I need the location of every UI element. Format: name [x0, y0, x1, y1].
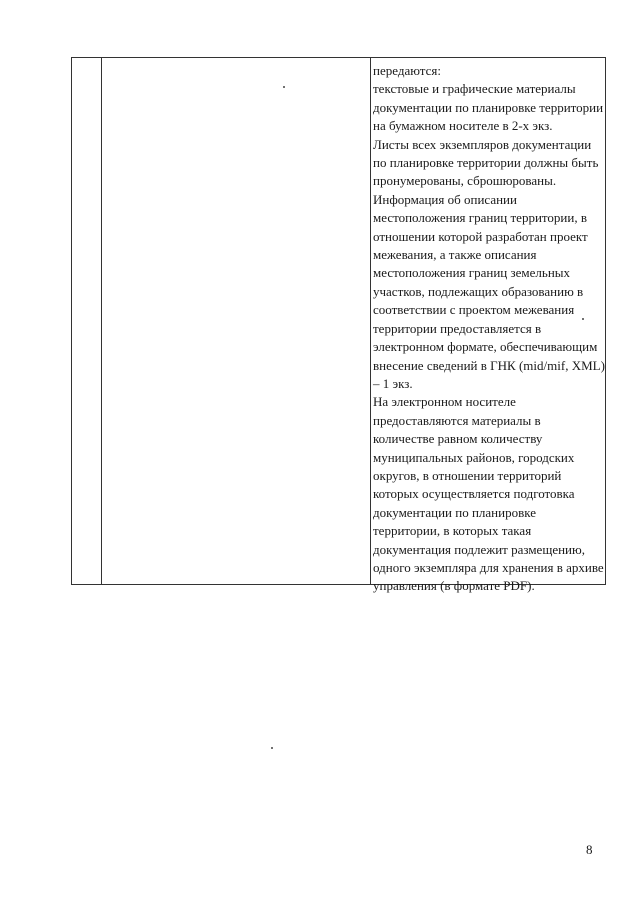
cell-text-line: – 1 экз.	[373, 375, 413, 391]
cell-text-line: территории, в которых такая	[373, 523, 532, 539]
cell-text-line: Информация об описании	[373, 191, 517, 207]
table-column-requirements	[370, 58, 605, 594]
table-column-description	[101, 58, 371, 584]
cell-text-line: документация подлежит размещению,	[373, 541, 585, 557]
cell-text-line: местоположения границ территории, в	[373, 210, 587, 226]
cell-text-line: документации по планировке	[373, 504, 536, 520]
cell-text-line: внесение сведений в ГНК (mid/mif, XML)	[373, 357, 605, 373]
cell-text-line: одного экземпляра для хранения в архиве	[373, 559, 604, 575]
cell-text-line: отношении которой разработан проект	[373, 228, 588, 244]
cell-text-line: электронном формате, обеспечивающим	[373, 339, 598, 355]
cell-text-line: На электронном носителе	[373, 394, 516, 410]
cell-text-line: муниципальных районов, городских	[373, 449, 575, 465]
cell-text-line: межевания, а также описания	[373, 247, 537, 263]
cell-text-line: округов, в отношении территорий	[373, 467, 562, 483]
table-column-number	[72, 58, 102, 584]
cell-text-line: которых осуществляется подготовка	[373, 486, 575, 502]
cell-text-line: участков, подлежащих образованию в	[373, 283, 584, 299]
scan-speck	[271, 747, 273, 749]
scan-speck	[283, 86, 285, 88]
cell-text-line: количестве равном количеству	[373, 431, 543, 447]
cell-text-line: документации по планировке территории	[373, 99, 604, 115]
cell-text-line: Листы всех экземпляров документации	[373, 136, 592, 152]
cell-text-line: управления (в формате PDF).	[373, 578, 535, 594]
cell-text-line: территории предоставляется в	[373, 320, 542, 336]
cell-text-line: по планировке территории должны быть	[373, 155, 599, 171]
page-number: 8	[586, 842, 593, 857]
cell-text-line: передаются:	[373, 63, 441, 78]
cell-text-line: предоставляются материалы в	[373, 412, 541, 428]
cell-text-line: местоположения границ земельных	[373, 265, 571, 281]
cell-text-line: на бумажном носителе в 2-х экз.	[373, 118, 553, 134]
document-table	[71, 57, 606, 594]
cell-text-line: пронумерованы, сброшюрованы.	[373, 173, 557, 189]
cell-text-line: текстовые и графические материалы	[373, 81, 576, 97]
scan-speck	[582, 318, 584, 320]
cell-text-line: соответствии с проектом межевания	[373, 302, 575, 318]
